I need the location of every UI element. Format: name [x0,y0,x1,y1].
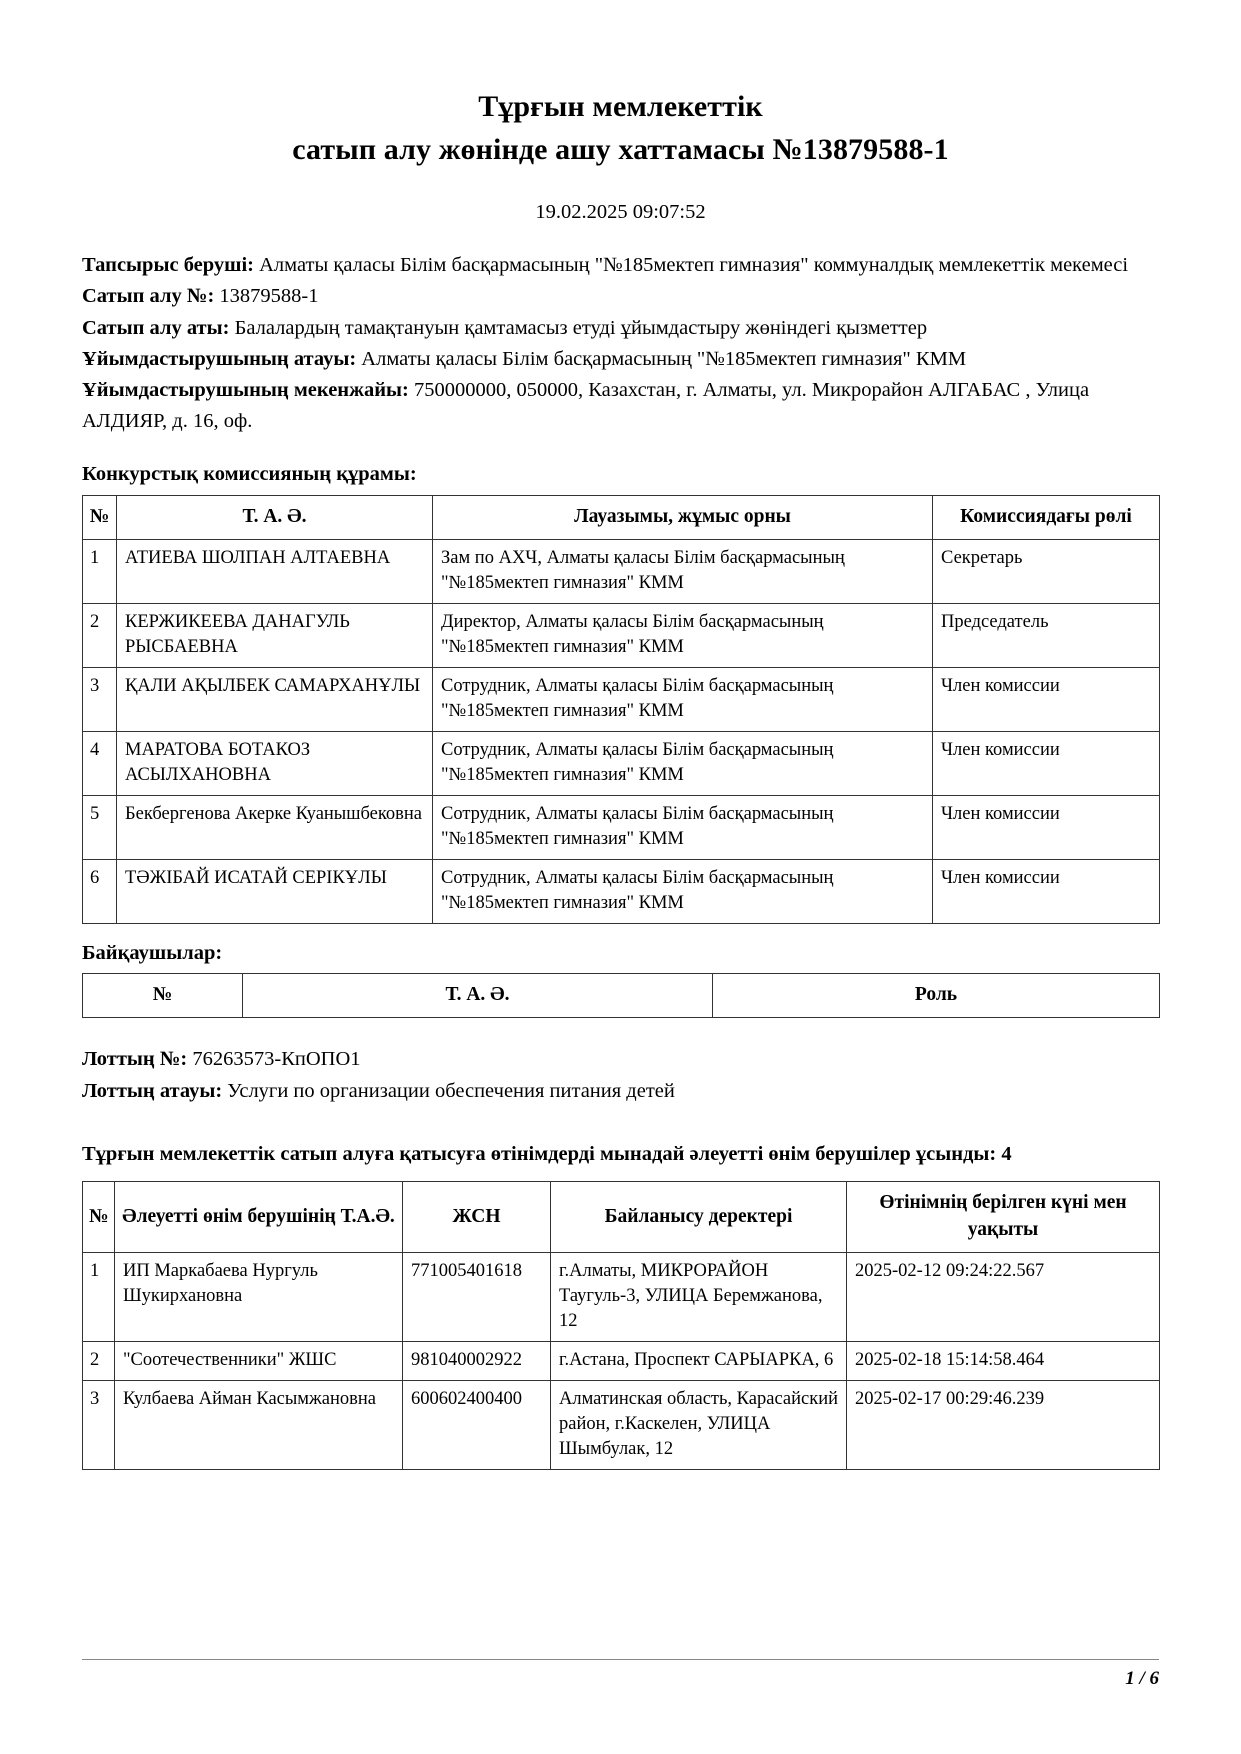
commission-heading: Конкурстық комиссияның құрамы: [82,463,417,486]
page-number: 1 / 6 [1125,1668,1159,1689]
meta-customer-label: Тапсырыс беруші: [82,254,254,277]
cell-contact: г.Астана, Проспект САРЫАРКА, 6 [551,1341,847,1380]
cell-jsn: 600602400400 [403,1380,551,1469]
page-footer [82,1659,1159,1690]
meta-organizer-name-value: Алматы қаласы Білім басқармасының "№185мектеп гимназия" КММ [361,347,967,370]
meta-customer [82,250,1159,281]
lot-number-label: Лоттың №: [82,1048,188,1071]
table-header-row [83,496,1160,540]
cell-position: Сотрудник, Алматы қаласы Білім басқармасының "№185мектеп гимназия" КММ [433,860,933,924]
commission-table [82,495,1160,924]
title-line-2: сатып алу жөнінде ашу хаттамасы №13879588-1 [292,132,949,166]
meta-purchase-name [82,313,1159,344]
table-row [83,1253,1160,1342]
cell-name: ҚАЛИ АҚЫЛБЕК САМАРХАНҰЛЫ [117,668,433,732]
observers-col-name: Т. А. Ә. [243,974,713,1018]
meta-organizer-address-value: 750000000, 050000, Казахстан, г. Алматы, ул. Микрорайон АЛГАБАС , Улица АЛДИЯР, д. 16, оф. [82,378,1090,432]
commission-col-no: № [83,496,117,540]
observers-col-role: Роль [713,974,1160,1018]
cell-role: Член комиссии [933,860,1160,924]
cell-name: МАРАТОВА БОТАКОЗ АСЫЛХАНОВНА [117,732,433,796]
meta-purchase-no [82,281,1159,312]
commission-col-position: Лауазымы, жұмыс орны [433,496,933,540]
cell-no: 3 [83,1380,115,1469]
lot-name-label: Лоттың атауы: [82,1079,223,1102]
cell-supplier-name: Кулбаева Айман Касымжановна [115,1380,403,1469]
suppliers-col-no: № [83,1182,115,1253]
table-row [83,860,1160,924]
suppliers-col-jsn: ЖСН [403,1182,551,1253]
suppliers-col-name: Әлеуетті өнім берушінің Т.А.Ә. [115,1182,403,1253]
commission-col-role: Комиссиядағы рөлі [933,496,1160,540]
observers-heading: Байқаушылар: [82,942,223,965]
observers-col-no: № [83,974,243,1018]
cell-role: Член комиссии [933,668,1160,732]
meta-purchase-no-label: Сатып алу №: [82,285,215,308]
suppliers-col-submitted: Өтінімнің берілген күні мен уақыты [847,1182,1160,1253]
cell-jsn: 771005401618 [403,1253,551,1342]
observers-table [82,973,1160,1018]
table-row [83,668,1160,732]
table-row [83,604,1160,668]
lot-number [82,1044,1159,1075]
cell-no: 1 [83,540,117,604]
cell-no: 4 [83,732,117,796]
table-row [83,1341,1160,1380]
lot-number-value: 76263573-КпОПО1 [192,1048,361,1071]
cell-submitted: 2025-02-12 09:24:22.567 [847,1253,1160,1342]
cell-position: Директор, Алматы қаласы Білім басқармасының "№185мектеп гимназия" КММ [433,604,933,668]
title-line-1: Тұрғын мемлекеттік [478,90,763,123]
meta-customer-value: Алматы қаласы Білім басқармасының "№185мектеп гимназия" коммуналдық мемлекеттік мекемесі [259,254,1129,277]
cell-no: 1 [83,1253,115,1342]
cell-position: Сотрудник, Алматы қаласы Білім басқармасының "№185мектеп гимназия" КММ [433,668,933,732]
cell-role: Секретарь [933,540,1160,604]
meta-purchase-name-value: Балалардың тамақтануын қамтамасыз етуді ұйымдастыру жөніндегі қызметтер [234,316,928,339]
meta-organizer-name [82,344,1159,375]
page-title [82,86,1159,171]
cell-name: Бекбергенова Акерке Куанышбековна [117,796,433,860]
cell-contact: Алматинская область, Карасайский район, г.Каскелен, УЛИЦА Шымбулак, 12 [551,1380,847,1469]
cell-name: АТИЕВА ШОЛПАН АЛТАЕВНА [117,540,433,604]
cell-no: 2 [83,604,117,668]
cell-position: Зам по АХЧ, Алматы қаласы Білім басқармасының "№185мектеп гимназия" КММ [433,540,933,604]
meta-purchase-name-label: Сатып алу аты: [82,316,230,339]
meta-organizer-address [82,375,1159,437]
footer-divider [82,1659,1159,1660]
table-row [83,1380,1160,1469]
cell-jsn: 981040002922 [403,1341,551,1380]
lot-info [82,1044,1159,1106]
cell-supplier-name: "Соотечественники" ЖШС [115,1341,403,1380]
cell-name: ТӘЖІБАЙ ИСАТАЙ СЕРІКҰЛЫ [117,860,433,924]
meta-organizer-name-label: Ұйымдастырушының атауы: [82,347,357,370]
commission-col-name: Т. А. Ә. [117,496,433,540]
table-header-row [83,1182,1160,1253]
cell-submitted: 2025-02-18 15:14:58.464 [847,1341,1160,1380]
cell-role: Председатель [933,604,1160,668]
suppliers-col-contact: Байланысу деректері [551,1182,847,1253]
cell-role: Член комиссии [933,796,1160,860]
suppliers-heading: Тұрғын мемлекеттік сатып алуға қатысуға өтінімдерді мынадай әлеуетті өнім берушілер ұсынды: 4 [82,1142,1012,1165]
meta-organizer-address-label: Ұйымдастырушының мекенжайы: [82,378,409,401]
cell-submitted: 2025-02-17 00:29:46.239 [847,1380,1160,1469]
cell-supplier-name: ИП Маркабаева Нургуль Шукирхановна [115,1253,403,1342]
table-row [83,796,1160,860]
cell-no: 6 [83,860,117,924]
document-datetime: 19.02.2025 09:07:52 [535,201,706,224]
lot-name-value: Услуги по организации обеспечения питания детей [227,1079,675,1102]
lot-name [82,1076,1159,1107]
table-row [83,540,1160,604]
cell-no: 5 [83,796,117,860]
cell-no: 3 [83,668,117,732]
cell-role: Член комиссии [933,732,1160,796]
meta-purchase-no-value: 13879588-1 [219,285,319,308]
table-header-row [83,974,1160,1018]
cell-position: Сотрудник, Алматы қаласы Білім басқармасының "№185мектеп гимназия" КММ [433,732,933,796]
suppliers-table [82,1181,1160,1469]
cell-contact: г.Алматы, МИКРОРАЙОН Таугуль-3, УЛИЦА Беремжанова, 12 [551,1253,847,1342]
cell-name: КЕРЖИКЕЕВА ДАНАГУЛЬ РЫСБАЕВНА [117,604,433,668]
document-meta [82,250,1159,437]
cell-position: Сотрудник, Алматы қаласы Білім басқармасының "№185мектеп гимназия" КММ [433,796,933,860]
table-row [83,732,1160,796]
cell-no: 2 [83,1341,115,1380]
